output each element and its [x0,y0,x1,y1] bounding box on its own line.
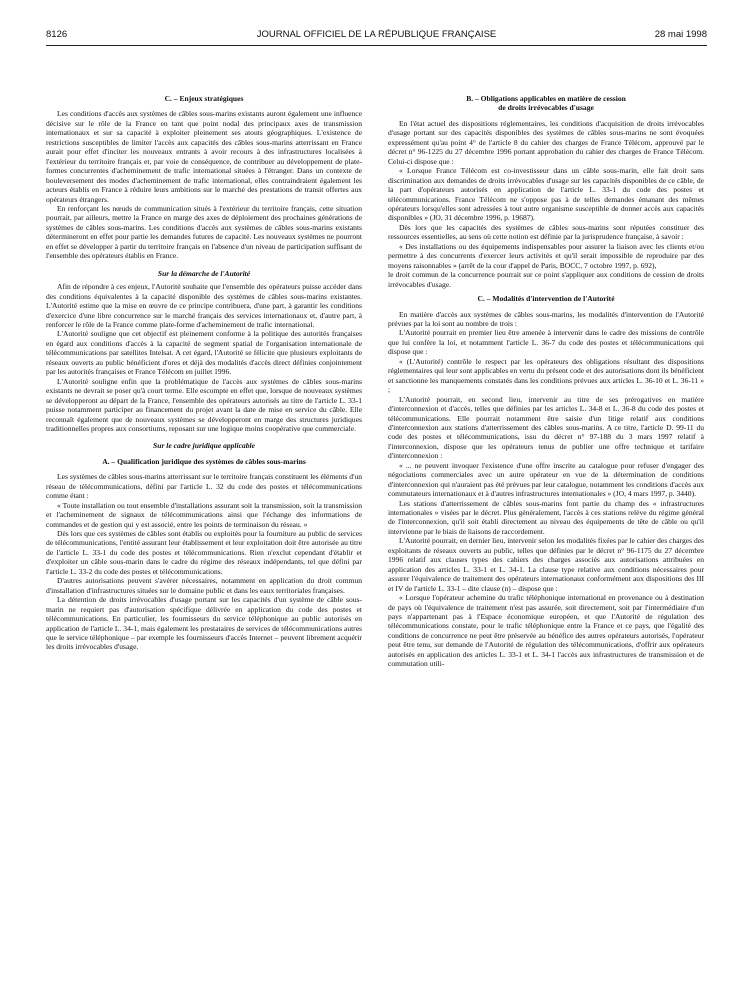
issue-date: 28 mai 1998 [654,29,707,40]
quotation: « Lorsque France Télécom est co-investisseur dans un câble sous-marin, elle fait droit sans discrimination aux demandes de droits irrévocables d'usage sur les capacités disponibles de ce câble, de la part d'opérateurs autorisés en application de l'article L. 33-1 du code des postes et télécommunications. France Télécom ne s'oppose pas à de telles demandes émanant des mêmes opérateurs lorsqu'elles sont adressées à tout autre organisme susceptible de donner accès aux capacités disponibles » (JO, 31 décembre 1996, p. 19687). [388,166,704,223]
section-heading: C. – Modalités d'intervention de l'Autorité [477,294,615,304]
quotation: « Des installations ou des équipements indispensables pour assurer la liaison avec les clients et/ou permettre à des concurrents d'exercer leurs activités et qu'il serait impossible de reproduire par des moyens raisonnables » (arrêt de la cour d'appel de Paris, BOCC, 7 octobre 1997, p. 692), [388,241,704,270]
paragraph: En matière d'accès aux systèmes de câbles sous-marins, les modalités d'intervention de l'Autorité prévues par la loi sont au nombre de trois : [388,309,704,328]
paragraph: Les conditions d'accès aux systèmes de câbles sous-marins existants auront également une influence décisive sur le rôle de la France en tant que point nodal des principaux axes de transmission internationaux et sur sa capacité à exploiter pleinement ses atouts géographiques. L'existence de restrictions susceptibles de limiter l'accès aux capacités des câbles sous-marins atterrissant en France aurait pour effet d'inciter les nouveaux entrants à avoir recours à des infrastructures localisées à l'extérieur du territoire français et, par voie de conséquence, de contribuer au développement de plate-formes concurrentes d'acheminement de trafic international situées à l'étranger. Dans un contexte de bouleversement des modes d'acheminement de trafic international, elles contraindraient également les acteurs établis en France à réduire leurs ambitions sur le marché des prestations de transit offertes aux opérateurs étrangers. [46,109,362,204]
paragraph: Afin de répondre à ces enjeux, l'Autorité souhaite que l'ensemble des opérateurs puisse accéder dans des conditions équivalentes à la capacité disponible des systèmes de câbles sous-marins existantes. L'Autorité estime que la mise en œuvre de ce principe contribuera, d'une part, à garantir les conditions d'exercice d'une libre concurrence sur le marché français des services internationaux et, d'autre part, à renforcer le rôle de la France comme plate-forme d'acheminement de trafic international. [46,282,362,329]
subsection-heading: Sur le cadre juridique applicable [153,441,255,451]
right-column [388,94,704,982]
paragraph: Les stations d'atterrissement de câbles sous-marins font partie du champ des « infrastructures internationales » visées par le décret. Plus généralement, l'accès à ces stations relève du régime général de l'interconnexion, qu'il soit établi directement au niveau des équipements de tête de câble ou qu'il intervienne par le biais de liaisons de raccordement. [388,498,704,536]
paragraph: En renforçant les nœuds de communication situés à l'extérieur du territoire français, cette situation pourrait, par ailleurs, mettre la France en marge des axes de déploiement des prochaines générations de systèmes de câbles sous-marins. Les conditions d'accès aux systèmes de câbles sous-marins existants détermineront en effet pour partie les demandes futures de capacité. Les nouveaux systèmes ne pourront en effet se développer à partir du territoire français en l'absence d'un niveau de participation suffisant de l'ensemble des opérateurs établis en France. [46,203,362,261]
header-rule [46,45,707,46]
section-heading: B. – Obligations applicables en matière de cession [466,94,626,103]
page-header [46,28,707,42]
paragraph: L'Autorité souligne enfin que la problématique de l'accès aux systèmes de câbles sous-marins existants ne devrait se poser qu'à court terme. Elle escompte en effet que, lorsque de nouveaux systèmes se développeront au départ de la France, l'ensemble des opérateurs autorisés au titre de l'article L. 33-1 puisse notamment participer au financement du projet avant la date de mise en service du câble. Elle reconnaît également que de nouveaux systèmes se développeront en marge des structures juridiques traditionnelles propres aux consortiums, reposant sur une logique moins coopérative que commerciale. [46,376,362,433]
section-heading: C. – Enjeux stratégiques [164,94,244,103]
section-heading: A. – Qualification juridique des systèmes de câbles sous-marins [102,456,306,466]
paragraph: Dès lors que les capacités des systèmes de câbles sous-marins sont réputées constituer des ressources essentielles, au sens où cette notion est définie par la jurisprudence française, à savoir : [388,222,704,242]
quotation: « ... ne peuvent invoquer l'existence d'une offre inscrite au catalogue pour refuser d'engager des négociations commerciales avec un autre opérateur en vue de la détermination de conditions d'interconnexion qui n'auraient pas été prévues par leur catalogue, notamment les conditions d'accès aux commutateurs internationaux et à d'autres infrastructures internationales » (JO, 4 mars 1997, p. 3440). [388,460,704,499]
paragraph: L'Autorité souligne que cet objectif est pleinement conforme à la politique des autorités françaises en égard aux conditions d'accès à la capacité de segment spatial de l'organisation internationale de télécommunications par satellites Intelsat. A cet égard, l'Autorité se félicite que plusieurs exploitants de réseaux ouverts au public bénéficient d'ores et déjà des modalités d'accès direct définies conjointement par les autorités françaises et France Télécom en juillet 1996. [46,329,362,377]
paragraph: L'Autorité pourrait, en dernier lieu, intervenir selon les modalités fixées par le cahier des charges des exploitants de réseaux ouverts au public, telles que définies par le décret n° 96-1175 du 27 décembre 1996 relatif aux clauses types des cahiers des charges associés aux autorisations attribuées en application des articles L. 33-1 et L. 34-1. La clause type relative aux conditions nécessaires pour assurer l'équivalence de traitement des opérateurs internationaux conformément aux dispositions des III et IV de l'article L. 33-1 – dite clause (n) – dispose que : [388,536,704,593]
paragraph: le droit commun de la concurrence pourrait sur ce point s'appliquer aux conditions de cession de droits irrévocables d'usage. [388,270,704,289]
paragraph: Dès lors que ces systèmes de câbles sont établis ou exploités pour la fourniture au public de services de télécommunications, l'entité assurant leur établissement et leur exploitation doit être autorisée au titre de l'article L. 33-1 du code des postes et télécommunications. Rien n'exclut cependant d'établir et d'exploiter un câble sous-marin dans le cadre du régime des réseaux indépendants, tel que défini par l'article L. 33-2 du code des postes et télécommunications. [46,529,362,576]
paragraph: La détention de droits irrévocables d'usage portant sur les capacités d'un système de câble sous-marin ne requiert pas d'autorisation spécifique délivrée en application du code des postes et télécommunications. En particulier, les fournisseurs du service téléphonique au public autorisés en application de l'article L. 34-1, mais également les prestataires de services de télécommunications autres que le service téléphonique – par exemple les fournisseurs d'accès Internet – peuvent librement acquérir les droits irrévocables d'usage. [46,595,362,652]
paragraph: Les systèmes de câbles sous-marins atterrissant sur le territoire français constituent les éléments d'un réseau de télécommunications, défini par l'article L. 32 du code des postes et télécommunications comme étant : [46,472,362,501]
paragraph: L'Autorité pourrait, en second lieu, intervenir au titre de ses prérogatives en matière d'interconnexion et d'accès, telles que définies par les articles L. 34-8 et L. 36-8 du code des postes et télécommunications. Elle pourrait notamment être saisie d'un litige relatif aux conditions d'interconnexion aux stations d'atterrissement des câbles sous-marins. A ce titre, l'article D. 99-11 du code des postes et télécommunications, issu du décret n° 97-188 du 3 mars 1997 relatif à l'interconnexion, dispose que les opérateurs tenus de publier une offre technique et tarifaire d'interconnexion : [388,394,704,461]
paragraph: D'autres autorisations peuvent s'avérer nécessaires, notamment en application du droit commun d'installation d'infrastructures situées sur le domaine public et dans les eaux territoriales françaises. [46,576,362,595]
left-column [46,94,362,982]
journal-title: JOURNAL OFFICIEL DE LA RÉPUBLIQUE FRANÇAISE [256,29,497,40]
page-number: 8126 [46,29,68,40]
paragraph: L'Autorité pourrait en premier lieu être amenée à intervenir dans le cadre des missions de contrôle que lui confère la loi, et notamment l'article L. 36-7 du code des postes et télécommunications qui dispose que : [388,328,704,357]
section-heading-continued: de droits irrévocables d'usage [498,103,594,113]
quotation: « Toute installation ou tout ensemble d'installations assurant soit la transmission, soit la transmission et l'acheminement de signaux de télécommunications ainsi que l'échange des informations de commandes et de gestion qui y est associé, entre les points de terminaison du réseau. » [46,500,362,529]
paragraph: En l'état actuel des dispositions réglementaires, les conditions d'acquisition de droits irrévocables d'usage portant sur des capacités disponibles des systèmes de câbles sous-marins ne sont évoquées expressément qu'au point 4° de l'article 8 du cahier des charges de France Télécom, approuvé par le décret n° 96-1225 du 27 décembre 1996 portant approbation du cahier des charges de France Télécom. Celui-ci dispose que : [388,118,704,166]
subsection-heading: Sur la démarche de l'Autorité [157,268,251,278]
quotation: « Lorsque l'opérateur achemine du trafic téléphonique international en provenance ou à destination de pays où l'équivalence de traitement n'est pas assurée, soit directement, soit par l'intermédiaire d'un pays n'appartenant pas à l'Espace économique européen, et que l'Autorité de régulation des télécommunications constate, pour le trafic téléphonique entre la France et ce pays, que l'égalité des conditions de concurrence ne peut être préservée au bénéfice des autres opérateurs autorisés, l'opérateur peut être tenu, sur demande de l'Autorité de régulation des télécommunications, d'offrir aux opérateurs autorisés en application des articles L. 33-1 et L. 34-1 l'accès aux infrastructures de transmission et de commutation utili- [388,593,704,669]
quotation: « (L'Autorité) contrôle le respect par les opérateurs des obligations résultant des dispositions réglementaires qui leur sont applicables en vertu du présent code et des autorisations dont ils bénéficient et sanctionne les manquements constatés dans les conditions prévues aux articles L. 36-10 et L. 36-11 » ; [388,356,704,395]
